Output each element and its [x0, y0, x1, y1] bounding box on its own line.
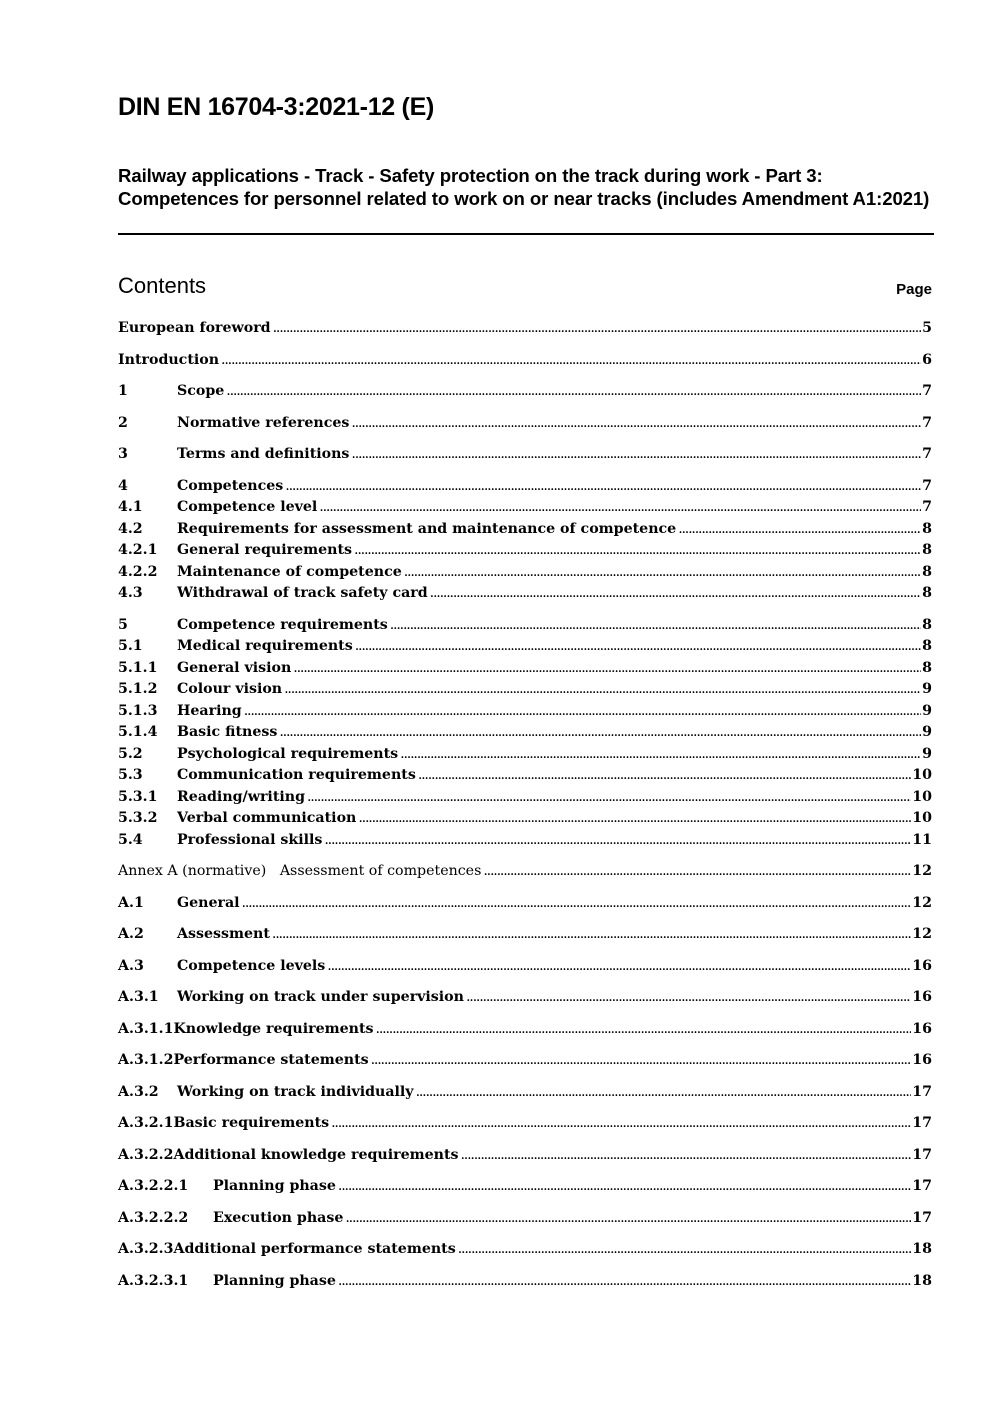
- toc-entry-title: Assessment: [177, 926, 270, 942]
- toc-entry-number: A.3.2.3.1: [118, 1273, 189, 1289]
- toc-entry-title: Normative references: [177, 415, 350, 431]
- dot-leader: [418, 765, 911, 785]
- toc-entry[interactable]: [118, 924, 932, 944]
- toc-entry-title: Professional skills: [177, 832, 323, 848]
- toc-entry-page: 8: [922, 521, 932, 537]
- toc-entry-title: Knowledge requirements: [173, 1021, 374, 1037]
- toc-entry-title: Verbal communication: [177, 810, 357, 826]
- toc-entry-page: 12: [912, 895, 932, 911]
- toc-entry[interactable]: [118, 1271, 932, 1291]
- toc-entry[interactable]: [118, 787, 932, 807]
- toc-entry-page: 18: [912, 1241, 932, 1257]
- toc-entry-title: Additional performance statements: [173, 1241, 456, 1257]
- toc-entry[interactable]: [118, 381, 932, 401]
- dot-leader: [273, 318, 922, 338]
- dot-leader: [354, 540, 921, 560]
- toc-entry-page: 11: [912, 832, 932, 848]
- dot-leader: [293, 658, 921, 678]
- toc-entry-page: 8: [922, 542, 932, 558]
- toc-entry-title: Competence requirements: [177, 617, 388, 633]
- toc-entry-page: 18: [912, 1273, 932, 1289]
- toc-entry[interactable]: [118, 744, 932, 764]
- toc-entry[interactable]: [118, 1239, 932, 1259]
- toc-entry-title: Planning phase: [213, 1178, 336, 1194]
- dot-leader: [376, 1019, 912, 1039]
- toc-entry-title: Basic requirements: [173, 1115, 330, 1131]
- toc-entry[interactable]: [118, 1113, 932, 1133]
- dot-leader: [279, 722, 921, 742]
- dot-leader: [351, 413, 921, 433]
- toc-entry-title: Psychological requirements: [177, 746, 399, 762]
- toc-entry[interactable]: [118, 765, 932, 785]
- toc-entry-number: A.3.1.1: [118, 1021, 174, 1037]
- dot-leader: [319, 497, 921, 517]
- toc-entry-number: 3: [118, 446, 128, 462]
- dot-leader: [483, 861, 911, 881]
- toc-entry-page: 8: [922, 638, 932, 654]
- toc-entry-number: 5.3.1: [118, 789, 158, 805]
- toc-entry-title: Performance statements: [173, 1052, 369, 1068]
- toc-entry-page: 17: [912, 1178, 932, 1194]
- toc-entry[interactable]: [118, 413, 932, 433]
- toc-entry-page: 17: [912, 1210, 932, 1226]
- toc-entry[interactable]: [118, 1176, 932, 1196]
- toc-entry-title: Competences: [177, 478, 284, 494]
- toc-entry-number: A.3.1: [118, 989, 159, 1005]
- dot-leader: [327, 956, 911, 976]
- dot-leader: [404, 562, 921, 582]
- toc-entry-title: General vision: [177, 660, 292, 676]
- toc-entry[interactable]: [118, 956, 932, 976]
- toc-entry-number: 5: [118, 617, 128, 633]
- toc-entry-page: 7: [922, 499, 932, 515]
- toc-entry-page: 8: [922, 585, 932, 601]
- toc-entry-page: 17: [912, 1147, 932, 1163]
- toc-entry[interactable]: [118, 1082, 932, 1102]
- toc-entry[interactable]: [118, 830, 932, 850]
- toc-entry-number: 4.1: [118, 499, 143, 515]
- toc-entry[interactable]: [118, 1050, 932, 1070]
- toc-entry-title: Maintenance of competence: [177, 564, 402, 580]
- toc-entry[interactable]: [118, 318, 932, 338]
- toc-entry-page: 9: [922, 681, 932, 697]
- toc-entry[interactable]: [118, 1019, 932, 1039]
- toc-entry-title: General: [177, 895, 240, 911]
- toc-entry[interactable]: [118, 636, 932, 656]
- toc-entry-title: Competence level: [177, 499, 318, 515]
- toc-entry-page: 17: [912, 1115, 932, 1131]
- toc-entry[interactable]: [118, 861, 932, 881]
- toc-entry-title: Medical requirements: [177, 638, 353, 654]
- toc-entry-number: 4.2.1: [118, 542, 158, 558]
- dot-leader: [678, 519, 921, 539]
- toc-entry-title: Annex A (normative) Assessment of competences: [118, 863, 482, 879]
- dot-leader: [285, 476, 921, 496]
- toc-entry-page: 10: [912, 810, 932, 826]
- toc-entry-number: A.3.1.2: [118, 1052, 174, 1068]
- toc-entry-number: A.1: [118, 895, 144, 911]
- toc-entry[interactable]: [118, 658, 932, 678]
- toc-entry-title: European foreword: [118, 320, 271, 336]
- toc-entry[interactable]: [118, 583, 932, 603]
- toc-entry-number: 4.2: [118, 521, 143, 537]
- toc-entry[interactable]: [118, 1145, 932, 1165]
- dot-leader: [338, 1176, 911, 1196]
- toc-entry-page: 8: [922, 617, 932, 633]
- toc-entry-title: Terms and definitions: [177, 446, 350, 462]
- title-divider: [118, 233, 934, 235]
- toc-entry-number: A.2: [118, 926, 144, 942]
- toc-entry-number: 5.1.3: [118, 703, 158, 719]
- toc-entry-page: 12: [912, 926, 932, 942]
- toc-entry-number: 5.1: [118, 638, 143, 654]
- toc-entry[interactable]: [118, 562, 932, 582]
- toc-entry-page: 9: [922, 746, 932, 762]
- toc-entry-number: A.3.2.2: [118, 1147, 174, 1163]
- dot-leader: [307, 787, 911, 807]
- toc-entry-page: 7: [922, 415, 932, 431]
- dot-leader: [226, 381, 921, 401]
- dot-leader: [430, 583, 921, 603]
- toc-entry-page: 17: [912, 1084, 932, 1100]
- toc-entry[interactable]: [118, 1208, 932, 1228]
- toc-entry-number: 5.2: [118, 746, 143, 762]
- dot-leader: [242, 893, 912, 913]
- dot-leader: [272, 924, 911, 944]
- toc-entry-title: Additional knowledge requirements: [173, 1147, 459, 1163]
- toc-entry-page: 8: [922, 564, 932, 580]
- dot-leader: [324, 830, 911, 850]
- toc-entry-page: 16: [912, 1021, 932, 1037]
- annex-label: Annex A (normative): [118, 863, 267, 879]
- toc-entry-number: 5.4: [118, 832, 143, 848]
- toc-entry[interactable]: [118, 476, 932, 496]
- toc-entry-title: Basic fitness: [177, 724, 278, 740]
- toc-entry-number: 5.1.4: [118, 724, 158, 740]
- toc-entry-title: Scope: [177, 383, 225, 399]
- toc-entry[interactable]: [118, 497, 932, 517]
- toc-entry[interactable]: [118, 808, 932, 828]
- dot-leader: [244, 701, 921, 721]
- toc-entry-page: 8: [922, 660, 932, 676]
- dot-leader: [371, 1050, 912, 1070]
- toc-entry[interactable]: [118, 722, 932, 742]
- dot-leader: [331, 1113, 911, 1133]
- contents-heading: Contents: [118, 273, 207, 298]
- toc-entry-title: Execution phase: [213, 1210, 344, 1226]
- toc-entry-number: A.3.2.2.1: [118, 1178, 189, 1194]
- toc-entry-title: Reading/writing: [177, 789, 305, 805]
- toc-entry-page: 16: [912, 1052, 932, 1068]
- toc-entry-number: 5.3.2: [118, 810, 158, 826]
- toc-entry-number: 1: [118, 383, 128, 399]
- toc-entry-page: 6: [922, 352, 932, 368]
- toc-entry-title: Planning phase: [213, 1273, 336, 1289]
- toc-entry-title: Working on track individually: [177, 1084, 414, 1100]
- toc-entry-number: 2: [118, 415, 128, 431]
- toc-entry[interactable]: [118, 444, 932, 464]
- toc-entry[interactable]: [118, 540, 932, 560]
- document-title: DIN EN 16704-3:2021-12 (E): [118, 93, 434, 121]
- page-column-label: Page: [896, 281, 932, 298]
- dot-leader: [466, 987, 911, 1007]
- toc-entry-title: Hearing: [177, 703, 242, 719]
- dot-leader: [400, 744, 921, 764]
- toc-entry[interactable]: [118, 987, 932, 1007]
- toc-entry-title: Working on track under supervision: [177, 989, 464, 1005]
- toc-entry-title: Introduction: [118, 352, 220, 368]
- dot-leader: [351, 444, 921, 464]
- toc-entry[interactable]: [118, 350, 932, 370]
- toc-entry-number: A.3.2.2.2: [118, 1210, 189, 1226]
- toc-entry-number: 5.1.1: [118, 660, 158, 676]
- toc-entry-title: Requirements for assessment and maintenance of competence: [177, 521, 677, 537]
- toc-entry[interactable]: [118, 893, 932, 913]
- toc-entry[interactable]: [118, 615, 932, 635]
- toc-entry-page: 10: [912, 789, 932, 805]
- dot-leader: [358, 808, 911, 828]
- dot-leader: [221, 350, 921, 370]
- toc-entry-title: Withdrawal of track safety card: [177, 585, 428, 601]
- dot-leader: [416, 1082, 912, 1102]
- toc-entry-title: General requirements: [177, 542, 353, 558]
- toc-entry-number: A.3.2.1: [118, 1115, 174, 1131]
- toc-entry-number: 5.3: [118, 767, 143, 783]
- toc-entry-number: A.3: [118, 958, 144, 974]
- dot-leader: [345, 1208, 911, 1228]
- toc-entry-page: 7: [922, 446, 932, 462]
- toc-entry-number: 4: [118, 478, 128, 494]
- dot-leader: [284, 679, 921, 699]
- toc-entry-number: A.3.2.3: [118, 1241, 174, 1257]
- toc-entry[interactable]: [118, 701, 932, 721]
- dot-leader: [458, 1239, 912, 1259]
- toc-entry-page: 7: [922, 383, 932, 399]
- toc-entry-page: 9: [922, 703, 932, 719]
- toc-entry-page: 5: [922, 320, 932, 336]
- toc-entry[interactable]: [118, 679, 932, 699]
- document-subtitle: Railway applications - Track - Safety protection on the track during work - Part 3: Competences for personnel related to work on or near tracks (includes Amendment A1:2021): [118, 165, 930, 209]
- toc-entry-page: 10: [912, 767, 932, 783]
- toc-entry-page: 12: [912, 863, 932, 879]
- dot-leader: [338, 1271, 911, 1291]
- toc-entry-title: Colour vision: [177, 681, 283, 697]
- dot-leader: [461, 1145, 912, 1165]
- toc-entry-page: 16: [912, 989, 932, 1005]
- toc-entry-title: Competence levels: [177, 958, 326, 974]
- toc-entry-number: 4.3: [118, 585, 143, 601]
- dot-leader: [390, 615, 921, 635]
- toc-entry-number: 5.1.2: [118, 681, 158, 697]
- toc-entry-page: 16: [912, 958, 932, 974]
- toc-entry[interactable]: [118, 519, 932, 539]
- toc-entry-number: A.3.2: [118, 1084, 159, 1100]
- toc-entry-title: Communication requirements: [177, 767, 416, 783]
- toc-entry-number: 4.2.2: [118, 564, 158, 580]
- toc-entry-page: 7: [922, 478, 932, 494]
- dot-leader: [355, 636, 921, 656]
- toc-entry-page: 9: [922, 724, 932, 740]
